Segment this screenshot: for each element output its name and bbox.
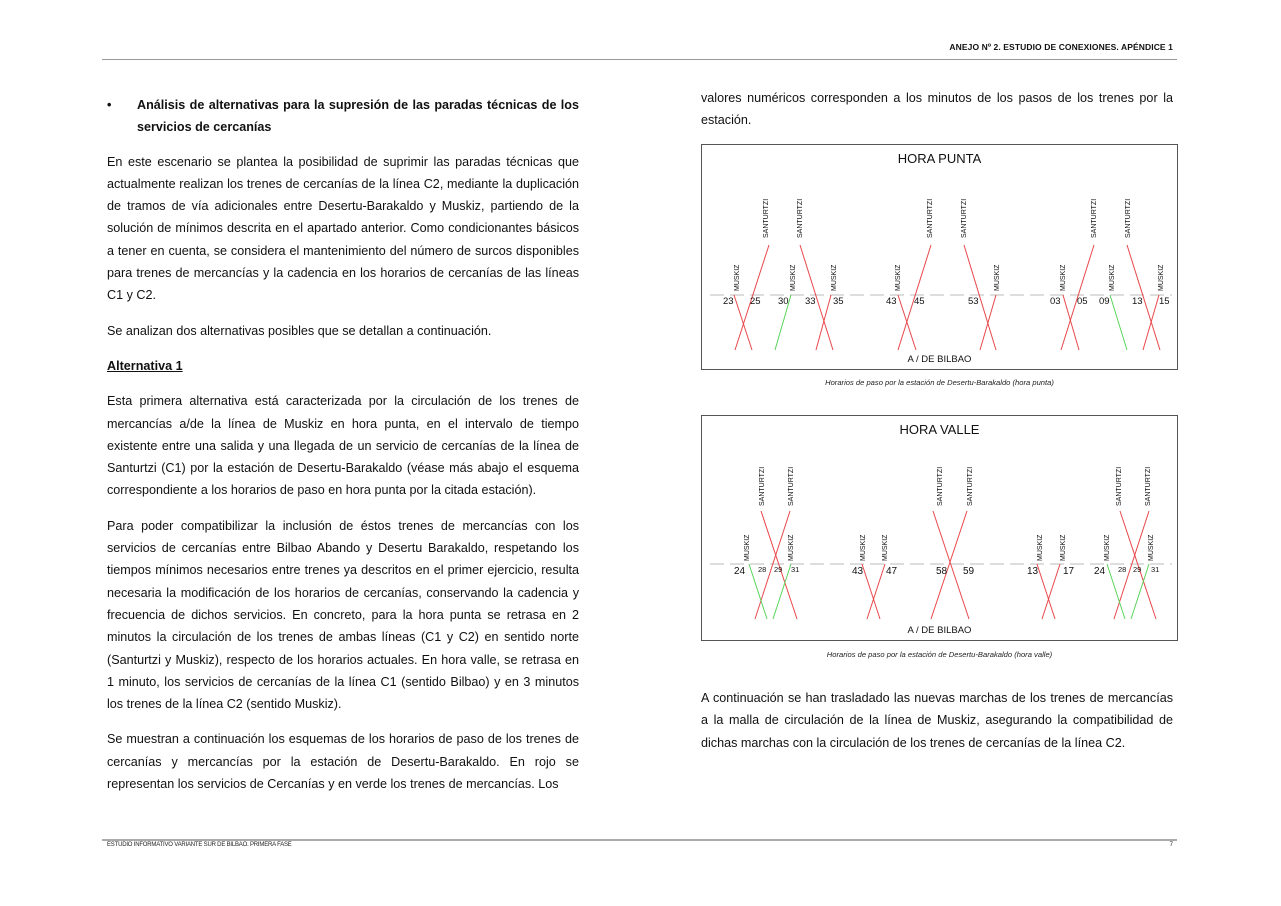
figure-caption-punta: Horarios de paso por la estación de Desertu-Barakaldo (hora punta) xyxy=(825,378,1054,387)
svg-text:SANTURTZI: SANTURTZI xyxy=(1125,198,1132,238)
diagram-hora-punta xyxy=(701,144,1178,370)
svg-text:SANTURTZI: SANTURTZI xyxy=(967,466,974,506)
diagram-title: HORA PUNTA xyxy=(897,151,982,166)
paragraph-4: Para poder compatibilizar la inclusión de éstos trenes de mercancías con los servicios de cercanías entre Bilbao Abando y Desertu Barakaldo, respetando los tiempos mínimos necesarios entre trenes ya descritos en el primer ejercicio, resulta necesaria la modificación de los horarios de cercanías, conservando la cadencia y frecuencia de dichos servicios. En concreto, para la hora punta se retrasa en 2 minutos la circulación de los trenes de ambas líneas (C1 y C2) en sentido norte (Santurtzi y Muskiz), respecto de los horarios actuales. En hora valle, se retrasa en 1 minuto, los servicios de cercanías de la línea C1 (sentido Bilbao) y en 3 minutos los trenes de la línea C2 (sentido Muskiz). xyxy=(107,518,579,712)
diagram-axis-label: A / DE BILBAO xyxy=(907,354,972,365)
svg-text:05: 05 xyxy=(1077,296,1088,307)
svg-text:24: 24 xyxy=(1094,566,1106,577)
left-column xyxy=(107,94,579,808)
header-divider xyxy=(102,59,1177,60)
svg-text:53: 53 xyxy=(968,296,979,307)
running-header: ANEJO Nº 2. ESTUDIO DE CONEXIONES. APÉNDICE 1 xyxy=(949,42,1173,52)
svg-text:30: 30 xyxy=(778,296,789,307)
svg-text:MUSKIZ: MUSKIZ xyxy=(1104,534,1111,561)
svg-text:28: 28 xyxy=(758,565,767,574)
svg-text:SANTURTZI: SANTURTZI xyxy=(1091,198,1098,238)
footer-document-title: ESTUDIO INFORMATIVO VARIANTE SUR DE BILBAO. PRIMERA FASE xyxy=(107,842,292,848)
svg-text:35: 35 xyxy=(833,296,844,307)
svg-text:SANTURTZI: SANTURTZI xyxy=(937,466,944,506)
svg-text:43: 43 xyxy=(886,296,897,307)
svg-text:SANTURTZI: SANTURTZI xyxy=(797,198,804,238)
svg-text:29: 29 xyxy=(774,565,783,574)
section-heading xyxy=(107,94,579,139)
svg-text:33: 33 xyxy=(805,296,816,307)
svg-text:25: 25 xyxy=(750,296,761,307)
svg-text:31: 31 xyxy=(791,565,800,574)
svg-text:MUSKIZ: MUSKIZ xyxy=(994,264,1001,291)
svg-text:MUSKIZ: MUSKIZ xyxy=(788,534,795,561)
svg-text:SANTURTZI: SANTURTZI xyxy=(763,198,770,238)
svg-text:MUSKIZ: MUSKIZ xyxy=(831,264,838,291)
svg-text:MUSKIZ: MUSKIZ xyxy=(744,534,751,561)
paragraph-continued: valores numéricos corresponden a los minutos de los pasos de los trenes por la estación. xyxy=(701,91,1173,128)
svg-text:15: 15 xyxy=(1159,296,1170,307)
svg-text:17: 17 xyxy=(1063,566,1075,577)
bullet-icon: • xyxy=(107,98,112,112)
svg-text:MUSKIZ: MUSKIZ xyxy=(1060,264,1067,291)
svg-text:13: 13 xyxy=(1132,296,1143,307)
svg-text:59: 59 xyxy=(963,566,975,577)
paragraph-3: Esta primera alternativa está caracterizada por la circulación de los trenes de mercancías a/de la línea de Muskiz en hora punta, en el intervalo de tiempo existente entre una salida y una llegada de un servicio de cercanías de la línea de Santurtzi (C1) por la estación de Desertu-Barakaldo (véase más abajo el esquema correspondiente a los horarios de paso en hora punta por la citada estación). xyxy=(107,394,579,498)
svg-text:MUSKIZ: MUSKIZ xyxy=(734,264,741,291)
svg-text:MUSKIZ: MUSKIZ xyxy=(882,534,889,561)
svg-text:SANTURTZI: SANTURTZI xyxy=(961,198,968,238)
paragraph-2: Se analizan dos alternativas posibles que se detallan a continuación. xyxy=(107,323,492,338)
svg-text:43: 43 xyxy=(852,566,864,577)
svg-text:MUSKIZ: MUSKIZ xyxy=(1158,264,1165,291)
paragraph-conclusion: A continuación se han trasladado las nuevas marchas de los trenes de mercancías a la malla de circulación de la línea de Muskiz, asegurando la compatibilidad de dichas marchas con la circulación de los trenes de cercanías de la línea C2. xyxy=(701,691,1173,750)
svg-text:58: 58 xyxy=(936,566,948,577)
timetable-lines-punta xyxy=(702,145,1177,369)
svg-text:SANTURTZI: SANTURTZI xyxy=(1145,466,1152,506)
svg-text:MUSKIZ: MUSKIZ xyxy=(1060,534,1067,561)
svg-text:03: 03 xyxy=(1050,296,1061,307)
diagram-axis-label: A / DE BILBAO xyxy=(907,625,972,636)
svg-text:47: 47 xyxy=(886,566,898,577)
figure-caption-valle: Horarios de paso por la estación de Desertu-Barakaldo (hora valle) xyxy=(826,650,1053,659)
svg-text:09: 09 xyxy=(1099,296,1110,307)
svg-text:23: 23 xyxy=(723,296,734,307)
svg-text:MUSKIZ: MUSKIZ xyxy=(895,264,902,291)
svg-text:MUSKIZ: MUSKIZ xyxy=(1148,534,1155,561)
timetable-lines-valle xyxy=(702,416,1177,640)
svg-text:MUSKIZ: MUSKIZ xyxy=(1109,264,1116,291)
svg-text:SANTURTZI: SANTURTZI xyxy=(788,466,795,506)
svg-text:SANTURTZI: SANTURTZI xyxy=(927,198,934,238)
page-number: 7 xyxy=(1169,842,1173,848)
svg-text:29: 29 xyxy=(1133,565,1142,574)
svg-text:MUSKIZ: MUSKIZ xyxy=(790,264,797,291)
footer-divider xyxy=(102,839,1177,841)
subheading-alternativa-1: Alternativa 1 xyxy=(107,358,183,373)
svg-text:MUSKIZ: MUSKIZ xyxy=(860,534,867,561)
svg-text:MUSKIZ: MUSKIZ xyxy=(1037,534,1044,561)
svg-text:28: 28 xyxy=(1118,565,1127,574)
right-column xyxy=(701,87,1173,145)
svg-text:SANTURTZI: SANTURTZI xyxy=(759,466,766,506)
diagram-hora-valle xyxy=(701,415,1178,641)
paragraph-5: Se muestran a continuación los esquemas de los horarios de paso de los trenes de cercanías y mercancías por la estación de Desertu-Barakaldo. En rojo se representan los servicios de Cercanías y en verde los trenes de mercancías. Los xyxy=(107,732,579,792)
svg-text:SANTURTZI: SANTURTZI xyxy=(1116,466,1123,506)
paragraph-1: En este escenario se plantea la posibilidad de suprimir las paradas técnicas que actualmente realizan los trenes de cercanías de la línea C2, mediante la duplicación de tramos de vía adicionales entre Desertu-Barakaldo y Muskiz, partiendo de la solución de mínimos descrita en el apartado anterior. Como condicionantes básicos a tener en cuenta, se considera el mantenimiento del número de surcos disponibles para trenes de mercancías y la cadencia en los horarios de cercanías de las líneas C1 y C2. xyxy=(107,154,579,303)
svg-text:31: 31 xyxy=(1151,565,1160,574)
diagram-title: HORA VALLE xyxy=(899,422,980,437)
section-heading-text: Análisis de alternativas para la supresión de las paradas técnicas de los servicios de cercanías xyxy=(137,98,579,135)
svg-text:13: 13 xyxy=(1027,566,1039,577)
svg-text:45: 45 xyxy=(914,296,925,307)
svg-text:24: 24 xyxy=(734,566,746,577)
right-column-bottom xyxy=(701,687,1173,767)
